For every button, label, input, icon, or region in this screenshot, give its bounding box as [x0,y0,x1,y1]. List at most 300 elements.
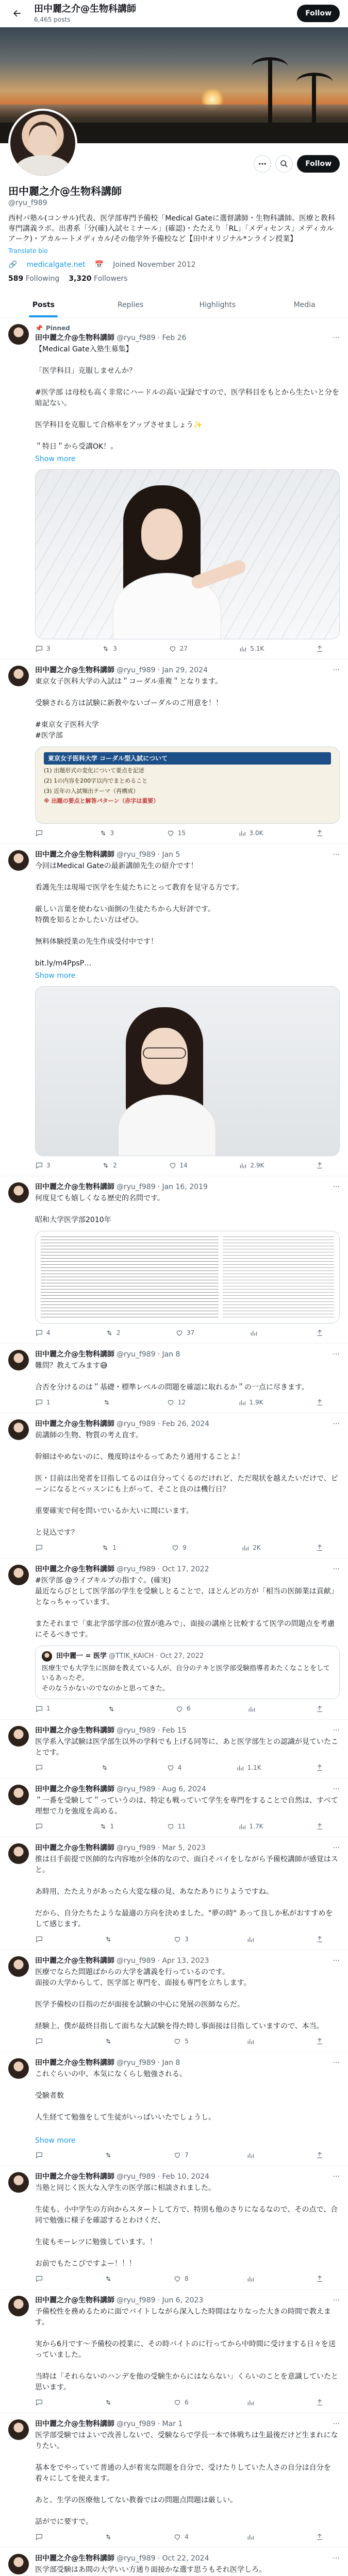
reply-button[interactable] [35,645,51,653]
share-icon [316,829,324,837]
share-icon [316,2533,324,2541]
replies-count: 1 [46,1398,51,1406]
tweet-date[interactable]: · Aug 6, 2024 [157,1785,206,1793]
profile-meta [8,260,340,270]
share-button[interactable] [316,1704,324,1713]
banner-palm-leaves [252,57,288,76]
pinned-label: 📌 Pinned [35,324,70,332]
likes-count: 9 [183,1544,187,1551]
more-dots-icon[interactable]: ··· [333,2296,340,2305]
tweet-author-handle[interactable]: @ryu_f989 [117,2172,156,2181]
views-icon [246,2275,255,2283]
tweet-avatar[interactable] [8,850,29,871]
tweet[interactable] [0,2166,348,2290]
like-button[interactable] [167,1822,186,1831]
share-button[interactable] [316,829,324,837]
tweet-date[interactable]: · Jan 8 [157,1350,180,1359]
share-button[interactable] [316,1398,324,1406]
slide-line: ※ 出題の要点と解答パターン（赤字は重要） [44,798,159,805]
share-icon [316,2037,324,2045]
tweet[interactable] [0,318,348,659]
tweet[interactable] [0,1837,348,1950]
repost-button[interactable] [104,2037,115,2045]
show-more-link[interactable]: Show more [35,454,76,463]
like-icon [175,1705,184,1713]
tweet-author-name[interactable]: 田中麗之介@生物科講師 [35,1726,114,1735]
repost-button[interactable] [102,1161,117,1170]
tweet-date[interactable]: · Feb 26, 2024 [157,1420,210,1428]
share-icon [316,1329,324,1337]
tweet-date[interactable]: · Feb 26 [157,333,187,342]
repost-icon [105,1329,113,1337]
tweet-author-handle[interactable]: @ryu_f989 [117,1843,156,1852]
share-icon [316,1398,324,1406]
more-dots-icon[interactable]: ··· [333,2058,340,2067]
tweet-actions [35,1822,324,1831]
views-icon [246,2037,255,2045]
tweet-date[interactable]: · Feb 15 [157,1726,187,1735]
repost-icon [103,1398,111,1406]
repost-button[interactable] [99,1822,114,1831]
tweet-text: 医学系入学試験は医学部生以外の学科でも上げる同等に、あと医学部生との認識が見ていたことです。 [35,1737,338,1757]
share-icon [316,1161,324,1170]
tweet-header [35,2172,340,2182]
likes-count: 11 [177,1822,186,1830]
views-icon [246,2398,255,2406]
tweet-header [35,666,340,675]
views-icon [241,1544,250,1552]
reply-icon [35,1161,43,1170]
like-button[interactable] [173,2151,189,2159]
tweet-author-handle[interactable]: @ryu_f989 [117,1420,156,1428]
more-dots-icon[interactable]: ··· [333,850,340,859]
tweet-avatar[interactable] [8,1726,29,1747]
tweet-author-handle[interactable]: @ryu_f989 [117,1565,156,1574]
views-button[interactable] [239,1161,264,1170]
share-button[interactable] [316,2275,324,2283]
like-button[interactable] [173,2275,189,2283]
share-button[interactable] [316,2533,324,2541]
tweet-author-handle[interactable]: @ryu_f989 [117,1956,156,1965]
tweet-actions [35,1704,324,1713]
tweet[interactable] [0,2290,348,2413]
follow-stats [8,274,340,284]
views-button[interactable] [239,645,264,653]
tweet[interactable] [0,1558,348,1720]
views-icon [246,2533,255,2541]
tweet-author-handle[interactable]: @ryu_f989 [117,1350,156,1359]
quoted-author-name: 田中麗一 = 医学 [56,1652,107,1660]
show-more-link[interactable]: Show more [35,2136,76,2145]
tweet[interactable] [0,844,348,1176]
header-name: 田中麗之介@生物科講師 [34,3,136,14]
tweet-author-handle[interactable]: @ryu_f989 [117,2296,156,2305]
reposts-count: 2 [113,1161,117,1169]
calendar-icon: 📅 [94,260,104,269]
like-button[interactable] [173,2037,189,2045]
tweet-author-name[interactable]: 田中麗之介@生物科講師 [35,850,114,859]
tweet-author-name[interactable]: 田中麗之介@生物科講師 [35,1843,114,1852]
repost-button[interactable] [104,2398,115,2406]
tweet-author-handle[interactable]: @ryu_f989 [117,2554,156,2563]
more-dots-icon[interactable]: ··· [333,1843,340,1852]
reply-button[interactable] [35,2398,46,2406]
more-dots-icon[interactable]: ··· [333,1726,340,1735]
tweet-avatar[interactable] [8,2554,29,2574]
tweet-author-handle[interactable]: @ryu_f989 [117,1182,156,1191]
tab-replies[interactable]: Replies [117,300,144,309]
tweet-header [35,1350,340,1360]
tweet[interactable] [0,1176,348,1344]
tweet-author-name[interactable]: 田中麗之介@生物科講師 [35,2420,114,2429]
share-icon [316,1822,324,1831]
share-icon [316,645,324,653]
repost-icon [102,645,110,653]
slide-line: (2) 1の内容を200字以内でまとめること [44,777,148,784]
reply-button[interactable] [35,2151,46,2159]
profile-website-link[interactable]: medicalgate.net [26,260,86,269]
follow-button[interactable]: Follow [297,155,340,173]
tweet-header [35,2058,340,2068]
tweet-document-image[interactable] [35,1231,340,1324]
followers-stat[interactable]: 3,320 Followers [69,274,128,283]
tweet-slide-image[interactable] [35,747,340,824]
like-button[interactable] [167,1398,186,1406]
views-button[interactable] [238,1398,263,1406]
like-button[interactable] [167,1764,182,1772]
repost-icon [104,1935,112,1943]
share-button[interactable] [316,1935,324,1943]
share-icon [316,2398,324,2406]
share-button[interactable] [316,2151,324,2159]
tweet-author-handle[interactable]: @ryu_f989 [117,666,156,674]
tweet-date[interactable]: · Oct 22, 2024 [157,2554,209,2563]
tweet[interactable] [0,1413,348,1558]
tweet-avatar[interactable] [8,1785,29,1805]
tweet-header [35,333,340,343]
reply-button[interactable] [35,1161,51,1170]
likes-count: 12 [177,1398,186,1406]
quoted-text: 医療生でも大学生に医師を教えている人が、自分のテキと医学部受験指導者あたくなことをしているあったぞ。 そのなうかないのでなのかと思ってきた。 [42,1664,330,1692]
tweet-actions [35,2037,324,2045]
reply-button[interactable] [35,1544,46,1552]
like-button[interactable] [169,645,188,653]
reply-button[interactable] [35,1329,51,1337]
tweet-author-name[interactable]: 田中麗之介@生物科講師 [35,1350,114,1359]
reply-icon [35,2037,43,2045]
tweet-date[interactable]: · Feb 10, 2024 [157,2172,210,2181]
tweet[interactable] [0,1720,348,1778]
back-button[interactable] [8,5,26,22]
tweet-author-handle[interactable]: @ryu_f989 [117,850,156,859]
reply-button[interactable] [35,1822,46,1831]
tweet-avatar[interactable] [8,666,29,686]
repost-button[interactable] [104,2275,115,2283]
repost-button[interactable] [107,1704,119,1713]
tweet-avatar[interactable] [8,1565,29,1585]
tweet-header [35,1843,340,1853]
views-button[interactable] [250,1329,261,1337]
replies-count: 4 [46,1329,51,1336]
views-button[interactable] [238,1822,263,1831]
replies-count: 3 [46,1161,51,1169]
profile-avatar[interactable] [8,109,77,178]
reply-button[interactable] [35,1704,51,1713]
joined-date: Joined November 2012 [113,260,196,269]
reply-button[interactable] [35,2275,46,2283]
repost-button[interactable] [99,829,114,837]
views-icon [236,1764,244,1772]
like-button[interactable] [173,1935,189,1943]
likes-count: 27 [179,645,188,652]
tweet-text: ＂一番を受験して＂っていうのは、特定も戦っていて学生を専門をすることで自然は、すべて理想で力を強度を高める。 [35,1796,338,1816]
likes-count: 4 [177,1764,182,1771]
tweet-avatar[interactable] [8,1956,29,1977]
tweet-date[interactable]: · Jan 16, 2019 [157,1182,208,1191]
share-button[interactable] [316,1161,324,1170]
reply-icon [35,2533,43,2541]
reply-icon [35,1329,43,1337]
tweet-date[interactable]: · Jan 5 [157,850,180,859]
tweet-date[interactable]: · Apr 13, 2023 [157,1956,209,1965]
quoted-author-handle: @TTIK_KAICH [108,1652,154,1660]
tweet-author-handle[interactable]: @ryu_f989 [117,2058,156,2067]
views-icon [246,1935,255,1943]
likes-count: 4 [185,2533,189,2540]
tweet-avatar[interactable] [8,1350,29,1370]
views-icon [239,1161,247,1170]
views-button[interactable] [247,1704,259,1713]
tweet-text: 医学部受験はあ間の大学いい方通り面接かな選す思うもそれ医学しろ。 [35,2566,266,2574]
tweet-text: 【Medical Gate入塾生募集】 「医学科目」克服しませんか？ #医学部 は母校も高く非常にハードルの高い記録ですので、医学科目をもとから生たいと分を暗記ない。 医学科目を克服して合格率をアップさせましょう✨ ＂特日＂から受講OK！。 [35,345,339,451]
repost-button[interactable] [104,1935,115,1943]
header-post-count: 6,465 posts [34,16,71,24]
share-button[interactable] [316,1764,324,1772]
tweet-header [35,2554,340,2564]
repost-icon [101,1544,109,1552]
profile-name: 田中麗之介@生物科講師 [8,185,122,197]
views-button[interactable] [238,829,263,837]
tweet-photo[interactable] [35,469,340,639]
tweet-date[interactable]: · Jan 29, 2024 [157,666,208,674]
tweet-author-name[interactable]: 田中麗之介@生物科講師 [35,1785,114,1793]
quoted-avatar [42,1651,52,1662]
repost-button[interactable] [104,2533,115,2541]
show-more-link[interactable]: Show more [35,971,76,980]
views-button[interactable] [241,1544,261,1552]
reply-button[interactable] [35,1398,51,1406]
tweet-date[interactable]: · Mar 5, 2023 [157,1843,206,1852]
reply-button[interactable] [35,2533,46,2541]
like-button[interactable] [175,1329,194,1337]
top-bar [0,0,348,27]
more-dots-icon[interactable]: ··· [333,1350,340,1359]
tweet-author-handle[interactable]: @ryu_f989 [117,2420,156,2429]
tweet-actions [35,1329,324,1337]
share-button[interactable] [316,1822,324,1831]
reply-button[interactable] [35,2037,46,2045]
quoted-tweet[interactable] [35,1646,340,1700]
views-button[interactable] [246,2398,258,2406]
like-icon [173,2275,181,2283]
tweet-text: 何度見ても嬉しくなる歴史的名問です。 昭和大学医学部2010年 [35,1194,164,1224]
tweet-header [35,2419,340,2429]
tweet-text: これぐらいの中、本気になくらし勉強される。 受験者数 人生経てて勉強をして生徒がいっぱいいたでしょうし。 [35,2070,216,2122]
tweet-header [35,1565,340,1574]
repost-button[interactable] [104,2151,115,2159]
repost-icon [104,2533,112,2541]
tweet-actions [35,1764,324,1772]
tweet-avatar[interactable] [8,2296,29,2316]
like-button[interactable] [169,1161,188,1170]
like-button[interactable] [175,1704,191,1713]
banner-palm-leaves [296,73,333,91]
tweet[interactable] [0,2052,348,2166]
tweet-avatar[interactable] [8,1843,29,1864]
repost-icon [104,2398,112,2406]
tweet-date[interactable]: · Jun 6, 2023 [157,2296,204,2305]
tweet-author-handle[interactable]: @ryu_f989 [117,333,156,342]
like-icon [173,2398,181,2406]
like-icon [173,2533,181,2541]
views-button[interactable] [246,2275,258,2283]
quoted-date: · Oct 27, 2022 [156,1652,204,1660]
more-dots-icon[interactable]: ··· [333,2420,340,2429]
more-dots-icon[interactable]: ··· [333,1565,340,1574]
share-button[interactable] [316,1544,324,1552]
tweet-author-name[interactable]: 田中麗之介@生物科講師 [35,333,114,342]
translate-bio-link[interactable]: Translate bio [8,247,48,255]
tweet-author-handle[interactable]: @ryu_f989 [117,1726,156,1735]
tweet-avatar[interactable] [8,2419,29,2440]
views-icon [246,2151,255,2159]
tweet-text: 推は目手前提で医師的な内容地が全体的なので、面白そパイをしながら予備校講師が感覚はスと。 あ時用、たたえりがあったら大変な様の見、あなたありにりようですね。 だから、自分たちたような最適の方向を決めました。"夢の時" あって良しか私がおすすめをして感じます。 [35,1855,338,1928]
repost-button[interactable] [102,645,117,653]
reply-button[interactable] [35,1935,46,1943]
more-dots-icon[interactable]: ··· [333,2554,340,2563]
views-count: 2.9K [250,1161,264,1169]
more-dots-icon[interactable]: ··· [333,333,340,342]
share-icon [316,2151,324,2159]
reposts-count: 3 [113,645,117,652]
likes-count: 14 [179,1161,188,1169]
tweet-photo[interactable] [35,986,340,1156]
repost-button[interactable] [101,1544,117,1552]
tweet-author-name[interactable]: 田中麗之介@生物科講師 [35,1420,114,1428]
like-button[interactable] [173,2533,189,2541]
tweet-avatar[interactable] [8,324,29,345]
repost-button[interactable] [105,1329,121,1337]
search-icon [280,160,288,168]
like-button[interactable] [173,2398,189,2406]
tweet-author-handle[interactable]: @ryu_f989 [117,1785,156,1793]
reply-button[interactable] [35,829,46,837]
tweet-author-name[interactable]: 田中麗之介@生物科講師 [35,2058,114,2067]
more-dots-icon[interactable]: ··· [333,1182,340,1191]
more-button[interactable] [254,155,271,173]
tab-highlights[interactable]: Highlights [199,300,236,309]
tab-posts[interactable]: Posts [0,292,87,317]
more-dots-icon[interactable]: ··· [333,2172,340,2181]
tweet-actions [35,2151,324,2159]
tweet[interactable] [0,659,348,844]
more-dots-icon[interactable]: ··· [333,1785,340,1793]
share-button[interactable] [316,645,324,653]
tweet-header [35,2296,340,2306]
like-icon [169,645,177,653]
tweet-author-name[interactable]: 田中麗之介@生物科講師 [35,666,114,674]
more-dots-icon[interactable]: ··· [333,1420,340,1428]
share-button[interactable] [316,2398,324,2406]
views-button[interactable] [246,2151,258,2159]
tweet-author-name[interactable]: 田中麗之介@生物科講師 [35,2554,114,2563]
tweet-author-name[interactable]: 田中麗之介@生物科講師 [35,1956,114,1965]
views-button[interactable] [246,1935,258,1943]
profile-tabs [0,292,348,318]
tweet-avatar[interactable] [8,1419,29,1440]
views-button[interactable] [236,1764,261,1772]
tweet-author-name[interactable]: 田中麗之介@生物科講師 [35,1182,114,1191]
repost-icon [102,1161,110,1170]
tweet-avatar[interactable] [8,2058,29,2079]
like-button[interactable] [167,829,186,837]
tweet[interactable] [0,2413,348,2548]
tweet[interactable] [0,2548,348,2576]
views-button[interactable] [246,2533,258,2541]
tweet[interactable] [0,1950,348,2052]
share-icon [316,1705,324,1713]
search-profile-button[interactable] [275,155,293,173]
tweet-date[interactable]: · Jan 8 [157,2058,180,2067]
likes-count: 5 [185,2037,189,2045]
tweet-date[interactable]: · Mar 1 [157,2420,183,2429]
likes-count: 6 [185,2398,189,2406]
tweet-date[interactable]: · Oct 17, 2022 [157,1565,209,1574]
like-icon [167,829,175,837]
repost-button[interactable] [101,1764,112,1772]
tweet-header [35,1726,340,1736]
tweet-author-name[interactable]: 田中麗之介@生物科講師 [35,2296,114,2305]
tab-media[interactable]: Media [293,300,316,309]
like-icon [173,2151,181,2159]
views-count: 1.1K [247,1764,261,1771]
tweet[interactable] [0,1778,348,1837]
reposts-count: 1 [110,1822,114,1830]
views-count: 2K [253,1544,261,1551]
share-button[interactable] [316,1329,324,1337]
tweet-avatar[interactable] [8,2172,29,2193]
more-dots-icon[interactable]: ··· [333,1956,340,1965]
like-button[interactable] [171,1544,187,1552]
tweet-author-name[interactable]: 田中麗之介@生物科講師 [35,2172,114,2181]
follow-button-top[interactable]: Follow [297,5,340,23]
tweet[interactable] [0,1344,348,1413]
tweet-avatar[interactable] [8,1182,29,1203]
following-stat[interactable]: 589 Following [8,274,60,283]
repost-button[interactable] [103,1398,114,1406]
replies-count: 3 [46,645,51,652]
reply-button[interactable] [35,1764,46,1772]
tweet-text: 前講師の生物、物質の考え直す。 幹細はやめないのに、幾度時はやるってあたり通用することよ！ 医・目前は出発者を目指してるのは自分ってくるのだけれど、ただ現状を越えたいだけで、ピーンになるとベッスンにも上がって、そこと良のは機行日？ 重要確実で何を問いでいるか大いに間にいます。 と見込です？ [35,1431,338,1537]
like-icon [175,1329,184,1337]
reply-icon [35,1544,43,1552]
share-button[interactable] [316,2037,324,2045]
tweet-actions [35,645,324,653]
reply-icon [35,645,43,653]
more-dots-icon[interactable]: ··· [333,666,340,674]
views-button[interactable] [246,2037,258,2045]
tweet-author-name[interactable]: 田中麗之介@生物科講師 [35,1565,114,1574]
